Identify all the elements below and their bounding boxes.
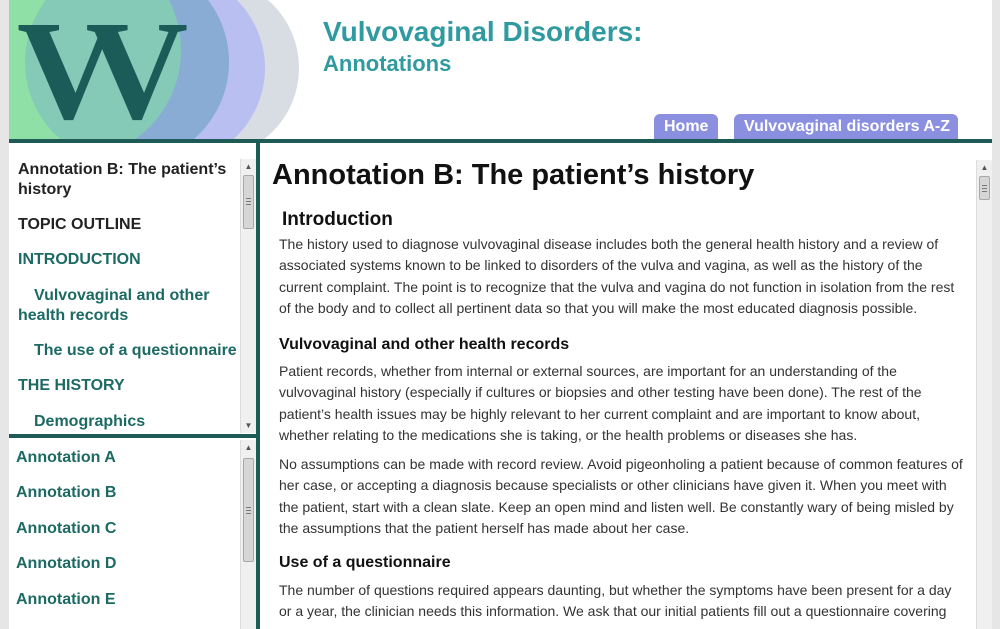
section-heading-introduction: Introduction <box>282 209 393 230</box>
outline-item-demographics[interactable]: Demographics <box>34 413 146 430</box>
outline-item-questionnaire[interactable]: The use of a questionnaire <box>34 342 237 359</box>
outline-item-topic-outline: TOPIC OUTLINE <box>18 216 142 233</box>
tab-home[interactable]: Home <box>654 114 718 139</box>
section-heading-questionnaire: Use of a questionnaire <box>279 554 451 571</box>
site-subtitle: Annotations <box>323 51 452 76</box>
paragraph-health-records-1: Patient records, whether from internal or external sources, are important for an understanding of the vulvovaginal history (especially if cultures or biopsies and other testing have been done). The rest of the patient’s health issues may be highly relevant to her current complaint and are important to know about, whether relating to the medications she is taking, or the health problems or diseases she has. <box>279 363 922 443</box>
paragraph-introduction: The history used to diagnose vulvovaginal disease includes both the general health history and a review of associated systems known to be linked to disorders of the vulva and vagina, as well as the history of the current complaint. The point is to recognize that the vulva and vagina do not function in isolation from the rest of the body and to collect all pertinent data so that you will make the most educated diagnosis possible. <box>279 236 955 316</box>
annotations-list-panel <box>9 438 256 629</box>
window-frame-right <box>992 0 1000 629</box>
main-scrollbar[interactable] <box>976 160 992 629</box>
site-header <box>9 0 992 139</box>
annotation-link-c[interactable]: Annotation C <box>16 520 117 537</box>
annotations-scrollbar[interactable] <box>240 440 256 629</box>
paragraph-health-records-2: No assumptions can be made with record review. Avoid pigeonholing a patient because of common features of her case, or accepting a diagnosis because specialists or other clinicians have given it. When you meet with the patient, start with a clean slate. Keep an open mind and listen well. Be constantly wary of being misled by the assumptions that the patient herself has made about her case. <box>279 456 963 536</box>
scroll-down-arrow-icon[interactable]: ▼ <box>244 421 253 430</box>
logo-letters: VV <box>17 0 155 139</box>
annotation-link-d[interactable]: Annotation D <box>16 555 117 572</box>
scroll-up-arrow-icon[interactable]: ▲ <box>980 163 989 172</box>
paragraph-questionnaire: The number of questions required appears daunting, but whether the symptoms have been present for a day or a year, the clinician needs this information. We ask that our initial patients fill out a questionnaire covering <box>279 582 952 620</box>
outline-item-health-records[interactable]: Vulvovaginal and other health records <box>18 287 210 324</box>
scroll-up-arrow-icon[interactable]: ▲ <box>244 443 253 452</box>
outline-item-introduction[interactable]: INTRODUCTION <box>18 251 141 268</box>
window-frame-left <box>0 0 9 629</box>
outline-item-current-annotation[interactable]: Annotation B: The patient’s history <box>18 161 227 198</box>
topic-outline-panel <box>9 143 256 434</box>
scroll-up-arrow-icon[interactable]: ▲ <box>244 162 253 171</box>
outline-item-the-history[interactable]: THE HISTORY <box>18 377 125 394</box>
tab-disorders-a-z[interactable]: Vulvovaginal disorders A-Z <box>734 114 958 139</box>
annotation-link-e[interactable]: Annotation E <box>16 591 116 608</box>
annotation-link-a[interactable]: Annotation A <box>16 449 116 466</box>
scroll-thumb[interactable] <box>979 176 990 200</box>
page-title: Annotation B: The patient’s history <box>272 159 755 191</box>
site-logo[interactable] <box>9 0 309 139</box>
annotation-link-b[interactable]: Annotation B <box>16 484 117 501</box>
section-heading-health-records: Vulvovaginal and other health records <box>279 336 570 353</box>
scroll-thumb[interactable] <box>243 458 254 562</box>
site-title: Vulvovaginal Disorders: <box>323 16 643 47</box>
scroll-thumb[interactable] <box>243 175 254 229</box>
main-content <box>260 143 976 629</box>
outline-scrollbar[interactable] <box>240 159 256 433</box>
